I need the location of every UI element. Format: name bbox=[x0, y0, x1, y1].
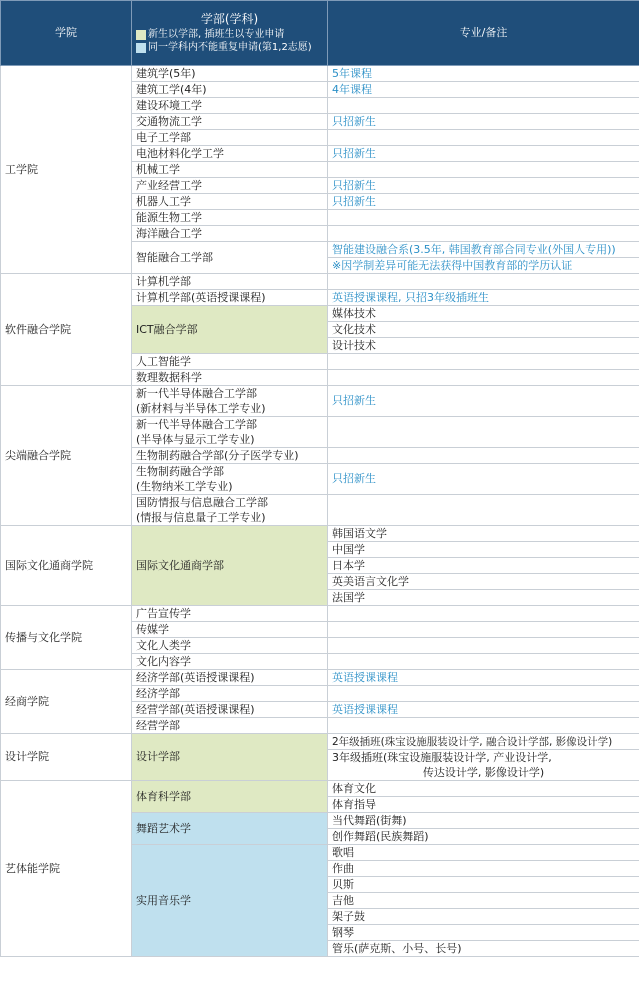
note-cell: ※因学制差异可能无法获得中国教育部的学历认证 bbox=[328, 258, 639, 274]
dept-line: (情报与信息量子工学专业) bbox=[136, 511, 266, 524]
note-cell bbox=[328, 162, 639, 178]
dept-cell bbox=[132, 495, 328, 526]
note-cell: 创作舞蹈(民族舞蹈) bbox=[328, 829, 639, 845]
note-cell: 吉他 bbox=[328, 893, 639, 909]
dept-cell: 实用音乐学 bbox=[132, 845, 328, 957]
dept-cell: 国际文化通商学部 bbox=[132, 526, 328, 606]
note-cell: 文化技术 bbox=[328, 322, 639, 338]
dept-cell: 经营学部 bbox=[132, 718, 328, 734]
note-cell: 英语授课课程 bbox=[328, 702, 639, 718]
note-cell: 2年级插班(珠宝设施服装设计学, 融合设计学部, 影像设计学) bbox=[328, 734, 639, 750]
note-cell bbox=[328, 606, 639, 622]
table-row bbox=[1, 670, 639, 686]
dept-cell: 舞蹈艺术学 bbox=[132, 813, 328, 845]
green-swatch-icon bbox=[136, 30, 146, 40]
table-row bbox=[1, 526, 639, 542]
dept-line: 生物制药融合学部 bbox=[136, 465, 224, 478]
note-cell: 日本学 bbox=[328, 558, 639, 574]
note-cell: 中国学 bbox=[328, 542, 639, 558]
dept-cell: 生物制药融合学部(分子医学专业) bbox=[132, 448, 328, 464]
dept-cell: 经济学部(英语授课课程) bbox=[132, 670, 328, 686]
dept-line: (生物纳米工学专业) bbox=[136, 480, 233, 493]
note-cell bbox=[328, 718, 639, 734]
note-cell: 韩国语文学 bbox=[328, 526, 639, 542]
dept-cell: 海洋融合工学 bbox=[132, 226, 328, 242]
college-advanced: 尖端融合学院 bbox=[1, 386, 132, 526]
dept-line: 国防情报与信息融合工学部 bbox=[136, 496, 268, 509]
dept-cell: 传媒学 bbox=[132, 622, 328, 638]
note-cell: 5年课程 bbox=[328, 66, 639, 82]
note-cell: 只招新生 bbox=[328, 178, 639, 194]
dept-cell: 机器人工学 bbox=[132, 194, 328, 210]
dept-cell: 建筑工学(4年) bbox=[132, 82, 328, 98]
note-cell bbox=[328, 274, 639, 290]
dept-line: 新一代半导体融合工学部 bbox=[136, 418, 257, 431]
note-cell bbox=[328, 210, 639, 226]
note-cell: 贝斯 bbox=[328, 877, 639, 893]
note-line: 传达设计学, 影像设计学) bbox=[422, 766, 545, 779]
college-software: 软件融合学院 bbox=[1, 274, 132, 386]
dept-cell: 计算机学部(英语授课课程) bbox=[132, 290, 328, 306]
note-cell: 英语授课课程 bbox=[328, 670, 639, 686]
table-row bbox=[1, 606, 639, 622]
dept-cell: 计算机学部 bbox=[132, 274, 328, 290]
dept-cell: 产业经营工学 bbox=[132, 178, 328, 194]
table-row bbox=[1, 386, 639, 417]
note-cell: 管乐(萨克斯、小号、长号) bbox=[328, 941, 639, 957]
college-intl: 国际文化通商学院 bbox=[1, 526, 132, 606]
dept-header-title: 学部(学科) bbox=[200, 12, 259, 26]
dept-cell bbox=[132, 464, 328, 495]
note-cell bbox=[328, 370, 639, 386]
note-cell: 体育指导 bbox=[328, 797, 639, 813]
college-business: 经商学院 bbox=[1, 670, 132, 734]
note-cell bbox=[328, 622, 639, 638]
table-header-row bbox=[1, 1, 639, 66]
dept-line: (半导体与显示工学专业) bbox=[136, 433, 255, 446]
note-cell: 作曲 bbox=[328, 861, 639, 877]
table-row bbox=[1, 66, 639, 82]
dept-cell bbox=[132, 417, 328, 448]
dept-cell: 经营学部(英语授课课程) bbox=[132, 702, 328, 718]
note-line: 3年级插班(珠宝设施服装设计学, 产业设计学, bbox=[332, 751, 552, 764]
college-engineering: 工学院 bbox=[1, 66, 132, 274]
legend-blue bbox=[136, 41, 323, 54]
note-cell: 钢琴 bbox=[328, 925, 639, 941]
dept-cell: 体育科学部 bbox=[132, 781, 328, 813]
note-cell bbox=[328, 448, 639, 464]
note-cell: 歌唱 bbox=[328, 845, 639, 861]
dept-cell: 数理数据科学 bbox=[132, 370, 328, 386]
dept-cell: ICT融合学部 bbox=[132, 306, 328, 354]
note-header: 专业/备注 bbox=[328, 1, 639, 66]
note-cell bbox=[328, 654, 639, 670]
note-cell: 只招新生 bbox=[328, 386, 639, 417]
dept-cell: 智能融合工学部 bbox=[132, 242, 328, 274]
note-cell bbox=[328, 417, 639, 448]
note-cell bbox=[328, 98, 639, 114]
note-cell bbox=[328, 130, 639, 146]
dept-cell: 人工智能学 bbox=[132, 354, 328, 370]
note-cell: 只招新生 bbox=[328, 146, 639, 162]
note-cell: 当代舞蹈(街舞) bbox=[328, 813, 639, 829]
note-cell: 只招新生 bbox=[328, 114, 639, 130]
note-cell bbox=[328, 750, 639, 781]
note-cell: 智能建设融合系(3.5年, 韩国教育部合同专业(外国人专用)) bbox=[328, 242, 639, 258]
note-cell: 架子鼓 bbox=[328, 909, 639, 925]
legend-green bbox=[136, 28, 323, 41]
note-cell: 只招新生 bbox=[328, 464, 639, 495]
dept-cell: 建筑学(5年) bbox=[132, 66, 328, 82]
dept-line: 新一代半导体融合工学部 bbox=[136, 387, 257, 400]
note-cell: 体育文化 bbox=[328, 781, 639, 797]
note-cell: 媒体技术 bbox=[328, 306, 639, 322]
dept-cell: 电子工学部 bbox=[132, 130, 328, 146]
dept-header bbox=[132, 1, 328, 66]
dept-cell: 经济学部 bbox=[132, 686, 328, 702]
note-cell bbox=[328, 686, 639, 702]
college-header: 学院 bbox=[1, 1, 132, 66]
note-cell bbox=[328, 638, 639, 654]
college-media: 传播与文化学院 bbox=[1, 606, 132, 670]
dept-cell: 能源生物工学 bbox=[132, 210, 328, 226]
note-cell: 英语授课课程, 只招3年级插班生 bbox=[328, 290, 639, 306]
college-arts: 艺体能学院 bbox=[1, 781, 132, 957]
note-cell: 法国学 bbox=[328, 590, 639, 606]
legend-green-text: 新生以学部, 插班生以专业申请 bbox=[148, 29, 285, 40]
dept-cell: 机械工学 bbox=[132, 162, 328, 178]
note-cell bbox=[328, 354, 639, 370]
note-cell bbox=[328, 226, 639, 242]
blue-swatch-icon bbox=[136, 43, 146, 53]
note-cell bbox=[328, 495, 639, 526]
table-row bbox=[1, 274, 639, 290]
table-row bbox=[1, 781, 639, 797]
dept-cell: 设计学部 bbox=[132, 734, 328, 781]
legend-blue-text: 同一学科内不能重复申请(第1,2志愿) bbox=[148, 42, 312, 53]
table-row bbox=[1, 734, 639, 750]
note-cell: 只招新生 bbox=[328, 194, 639, 210]
dept-cell: 建设环境工学 bbox=[132, 98, 328, 114]
note-cell: 设计技术 bbox=[328, 338, 639, 354]
dept-cell: 文化人类学 bbox=[132, 638, 328, 654]
college-design: 设计学院 bbox=[1, 734, 132, 781]
note-cell: 4年课程 bbox=[328, 82, 639, 98]
note-cell: 英美语言文化学 bbox=[328, 574, 639, 590]
dept-cell: 文化内容学 bbox=[132, 654, 328, 670]
dept-cell bbox=[132, 386, 328, 417]
dept-line: (新材料与半导体工学专业) bbox=[136, 402, 266, 415]
dept-cell: 广告宣传学 bbox=[132, 606, 328, 622]
dept-cell: 电池材料化学工学 bbox=[132, 146, 328, 162]
dept-cell: 交通物流工学 bbox=[132, 114, 328, 130]
